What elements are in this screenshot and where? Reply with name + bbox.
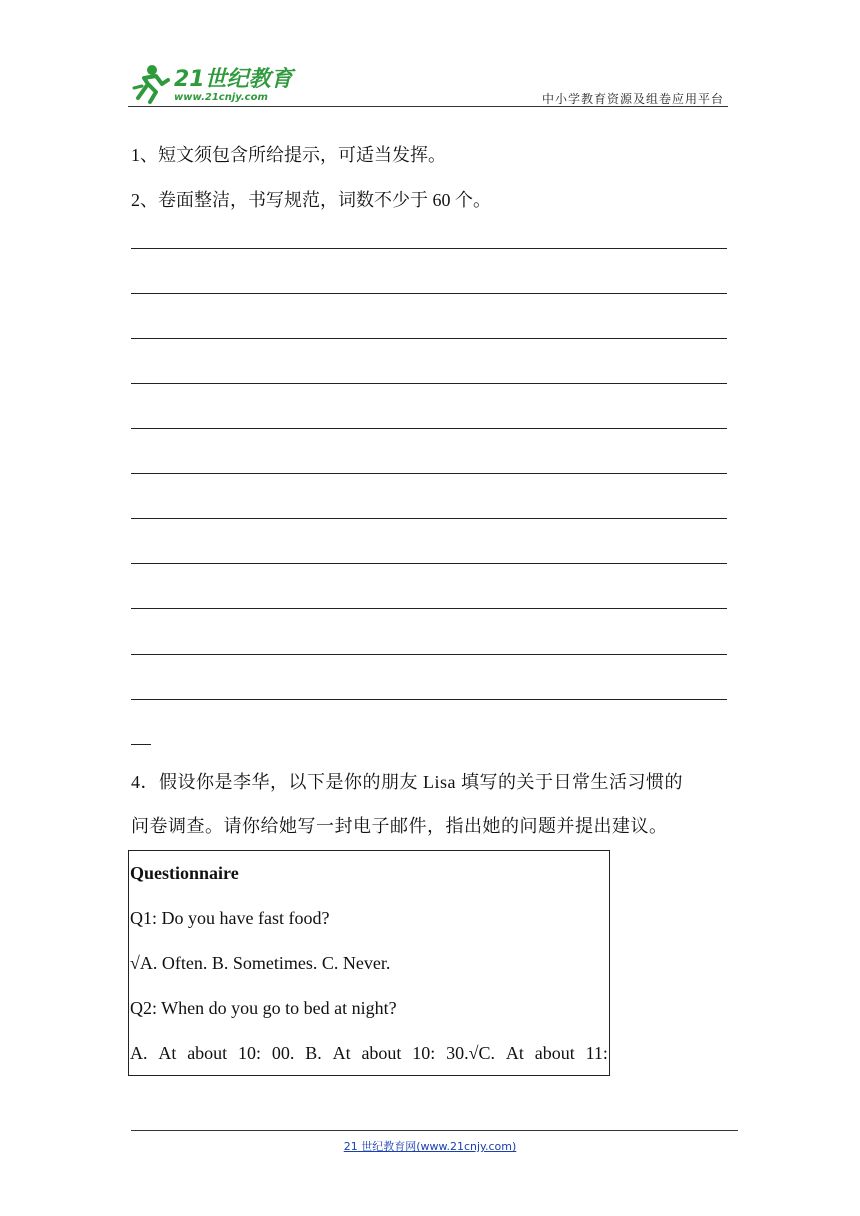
question-4-line-2: 问卷调查。请你给她写一封电子邮件，指出她的问题并提出建议。 bbox=[131, 816, 668, 836]
q2-option-word: about bbox=[534, 1043, 575, 1063]
footer-divider bbox=[131, 1130, 738, 1131]
svg-text:www.21cnjy.com: www.21cnjy.com bbox=[174, 92, 268, 103]
q2-option-word: At bbox=[332, 1043, 351, 1063]
writing-line bbox=[131, 654, 727, 655]
q2-option-word: 10: bbox=[412, 1043, 436, 1063]
questionnaire-title: Questionnaire bbox=[130, 863, 239, 883]
question-1: Q1: Do you have fast food? bbox=[130, 908, 330, 928]
svg-text:21世纪教育: 21世纪教育 bbox=[174, 67, 293, 92]
writing-line bbox=[131, 383, 727, 384]
writing-line bbox=[131, 338, 727, 339]
writing-line bbox=[131, 518, 727, 519]
page-header bbox=[128, 58, 728, 110]
q2-option-word: At bbox=[505, 1043, 524, 1063]
writing-line bbox=[131, 473, 727, 474]
requirement-2: 2、卷面整洁，书写规范，词数不少于 60 个。 bbox=[131, 190, 491, 210]
question-4-prompt bbox=[131, 760, 741, 848]
q2-option-word: 00. bbox=[271, 1043, 295, 1063]
writing-line bbox=[131, 428, 727, 429]
q2-option-word: 11: bbox=[585, 1043, 608, 1063]
q2-option-word: B. bbox=[305, 1043, 322, 1063]
q2-option-word: At bbox=[158, 1043, 177, 1063]
writing-line bbox=[131, 608, 727, 609]
site-logo bbox=[128, 58, 298, 106]
questionnaire-box bbox=[128, 850, 610, 1076]
question-2-options bbox=[130, 1043, 608, 1064]
writing-line bbox=[131, 293, 727, 294]
q2-option-word: A. bbox=[130, 1043, 148, 1063]
question-4-line-1: 4．假设你是李华，以下是你的朋友 Lisa 填写的关于日常生活习惯的 bbox=[131, 772, 683, 792]
header-tagline: 中小学教育资源及组卷应用平台 bbox=[541, 92, 724, 106]
question-1-options: √A. Often. B. Sometimes. C. Never. bbox=[130, 953, 391, 973]
writing-line bbox=[131, 563, 727, 564]
writing-line-tail bbox=[131, 744, 151, 745]
question-2: Q2: When do you go to bed at night? bbox=[130, 998, 397, 1018]
writing-line bbox=[131, 248, 727, 249]
footer-link[interactable]: 21 世纪教育网(www.21cnjy.com) bbox=[343, 1140, 517, 1153]
q2-option-word: about bbox=[187, 1043, 228, 1063]
writing-line bbox=[131, 699, 727, 700]
q2-option-word: about bbox=[361, 1043, 402, 1063]
requirement-1: 1、短文须包含所给提示，可适当发挥。 bbox=[131, 145, 446, 165]
q2-option-word: 10: bbox=[238, 1043, 262, 1063]
q2-option-word: 30.√C. bbox=[446, 1043, 496, 1063]
